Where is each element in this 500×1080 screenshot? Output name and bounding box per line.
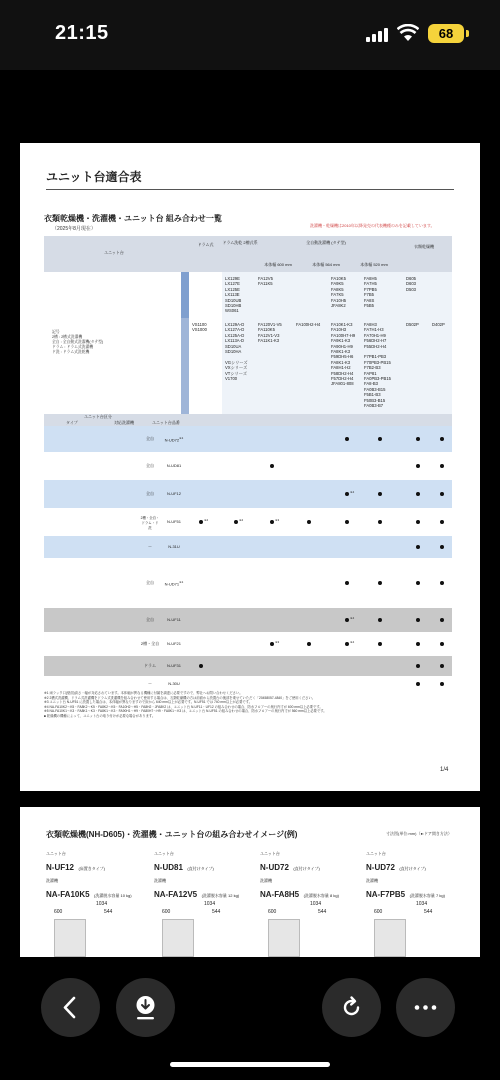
battery-indicator: 68 (428, 24, 464, 43)
red-note: 洗濯機・乾燥機は2010年以降発売の代表機種のみを記載しています。 (310, 223, 435, 228)
row-tag: 2槽・全自 (140, 641, 160, 646)
reload-button[interactable] (322, 978, 381, 1037)
compat-dot (270, 464, 274, 468)
card-unit-type: (直付けタイプ) (187, 866, 214, 871)
old-col6: FA8H3 FA7H1-H3 FA70H1-H9 F56DH2-H7 F55DH2-H4 F7PB1-PB3 F70PB3-PB15 F7B2-B3 FAP81 FA0PB3-PB15 FA8-B3 FA0B3-B15 F5B1-B3 F50B3-B15 FA0B3-B7 (364, 322, 392, 409)
back-button[interactable] (41, 978, 100, 1037)
compat-dot (416, 664, 420, 668)
compat-dot (440, 545, 444, 549)
header-drum: ドラム式 (197, 242, 214, 247)
compat-dot (440, 520, 444, 524)
compat-dot (440, 664, 444, 668)
compat-dot (416, 492, 420, 496)
page-number: 1/4 (440, 767, 449, 773)
combo-card (154, 851, 252, 915)
unit-type: タイプ (66, 420, 78, 425)
header-fullauto: 全自動洗濯機 (タテ型) (306, 240, 346, 245)
combo-card (366, 851, 464, 915)
model-text: N-UD71 (164, 581, 180, 587)
compat-dot (378, 642, 382, 646)
row-model: N-UF12 (166, 491, 181, 496)
row-model: N-UF11 (167, 617, 181, 622)
back-chevron-icon (58, 995, 83, 1020)
footnotes: ※1 両ラック口(壁面)高さ・幅が対応されています。本体幅が異なる機種に付属を調達に必要ですので、弊社へお問い合わせください。 ※2 2槽式洗濯機、ドラム式洗濯機をドラム式洗濯機を組み合わせて使用する場合は、衣類乾燥機の方は前面から設置台の後部を乗せていただく「20458057-4840」をご使用ください。 ※3 ユニット台 N-UF51 に設置した場合は、本体幅が異なりますので床から 640 mm以上が必要です。N-UF51 では 740 mm以上が必要です。 ※4 NA-FA10K2～K5・FA8K2～K5・FA8K2～K5・FA10H2～H5・FA8H2・JFA8K2 は、ユニット台 N-UF11・UF12 の組み合わせの場合、防水フロアーの奥行内寸が 600 mm以上必要です。 ※5 NA-FA10K1～K3・FA8K1～K3・FA8K1～K3・FA90H1～H9・FA80H7～H9・FA8K1～K3 は、ユニット台 N-UF51 の組み合わせの場合、防水フロアーの奥行内寸が 560 mm以上必要です。 ■ 乾燥機の機種によって、ユニット台の取り付けが必要な場合があります。 (44, 691, 327, 718)
dim-depth: 1034 (96, 901, 108, 907)
home-indicator[interactable] (170, 1062, 330, 1067)
model-sup: ※1 (179, 436, 184, 440)
pdf-page-2[interactable] (20, 807, 480, 957)
legend: 記号 2槽 : 2槽式洗濯機 全自 : 全自動式洗濯機(タテ型) ドラム : ドラム式洗濯機 ド洗 : ドラム式洗乾機 (52, 330, 104, 354)
dim-inner: 544 (424, 909, 433, 915)
row-tag: 全自 (146, 463, 154, 468)
row-n-31u (44, 536, 452, 558)
more-button[interactable] (396, 978, 455, 1037)
card-washer-capacity: (洗濯脱水容量 12 kg) (201, 893, 240, 898)
card-unit-model: N-UF12 (46, 863, 75, 872)
cur-col6: FA8H5 FA7H5 F7PB5 F7B5 FA8S F5B5 (364, 276, 377, 309)
compat-dot (440, 464, 444, 468)
row-n-30u (44, 676, 452, 692)
model-sup: ※1 (179, 580, 184, 584)
compat-dot (440, 437, 444, 441)
card-washer-model: NA-FA12V5 (154, 890, 198, 899)
combo-card (260, 851, 358, 915)
card-washer-label: 洗濯機 (154, 878, 166, 883)
old-col4: FA100H2-H4 (296, 322, 321, 327)
dim-depth: 1034 (310, 901, 322, 907)
section-title: 衣類乾燥機・洗濯機・ユニット台 組み合わせ一覧 (44, 214, 222, 223)
legend-box (44, 272, 181, 414)
card-washer-capacity: (洗濯脱水容量 8 kg) (303, 893, 339, 898)
unit-section: ユニット台区分 (84, 414, 112, 419)
cur-col3: FA12V5 FA11K5 (258, 276, 273, 287)
compat-dot (440, 618, 444, 622)
compat-dot (345, 581, 349, 585)
compat-dot (307, 642, 311, 646)
row-model: N-UF51 (166, 519, 181, 524)
header-drum2: ドラム洗乾 2槽式系 (222, 240, 258, 245)
current-band (181, 272, 189, 318)
card-washer-model: NA-FA10K5 (46, 890, 90, 899)
note-mark: ※3 (275, 518, 280, 522)
compat-dot (270, 520, 274, 524)
old-col5: FA10K1-K3 FA10H3 FA100H7-H9 FA9K1-K3 FA90H1-H9 FA8K1-K3 F59DH5-H6 FA8K1-K3 FA8H1-H2 F58DH2-H4 F57DH2-H4 JFA801-808 (331, 322, 356, 387)
compat-dot (199, 664, 203, 668)
note-mark: ※2 (239, 518, 244, 522)
card-washer-model: NA-F7PB5 (366, 890, 406, 899)
row-tag: 全自 (146, 436, 154, 441)
card-washer-label: 洗濯機 (46, 878, 58, 883)
battery-tip (466, 30, 469, 37)
compat-dot (199, 520, 203, 524)
model-text: N-UD72 (164, 437, 180, 443)
note-mark: ※4 (350, 490, 355, 494)
card-unit-label: ユニット台 (366, 851, 386, 856)
old-col1: VS1100 VS1000 (192, 322, 207, 333)
unit-section-header (44, 414, 452, 426)
card-figure (46, 901, 142, 954)
card-unit-model: N-UD81 (154, 863, 183, 872)
download-icon (133, 995, 158, 1020)
header-dryer: 衣類乾燥機 (414, 244, 434, 249)
note-mark: ※4 (350, 616, 355, 620)
compatibility-table (44, 236, 452, 684)
row-n-uf31 (44, 656, 452, 676)
machine-drawing (268, 919, 300, 957)
download-button[interactable] (116, 978, 175, 1037)
old-band (181, 318, 189, 414)
compat-dot (416, 581, 420, 585)
wifi-icon (397, 24, 419, 42)
row-tag: 全自 (146, 617, 154, 622)
cur-col5: FA10K5 FA9K5 FA8K5 FA7K5 FA10H5 JFA8K2 (331, 276, 347, 309)
row-tag: 全自 (146, 580, 154, 585)
compat-dot (345, 520, 349, 524)
card-unit-model: N-UD72 (260, 863, 289, 872)
row-n-uf11 (44, 608, 452, 632)
card-unit-label: ユニット台 (260, 851, 280, 856)
status-bar (0, 0, 500, 70)
compat-dot (416, 464, 420, 468)
row-n-uf12 (44, 480, 452, 508)
dim-inner: 544 (212, 909, 221, 915)
dim-width: 600 (268, 909, 277, 915)
machine-drawing (54, 919, 86, 957)
dim-inner: 544 (318, 909, 327, 915)
page2-title: 衣類乾燥機(NH-D605)・洗濯機・ユニット台の組み合わせイメージ(例) (46, 830, 298, 839)
card-unit-type: (直付けタイプ) (293, 866, 320, 871)
compat-dot (270, 642, 274, 646)
compat-dot (416, 682, 420, 686)
card-washer-label: 洗濯機 (260, 878, 272, 883)
compat-dot (378, 581, 382, 585)
compat-dot (416, 618, 420, 622)
machine-drawing (162, 919, 194, 957)
compat-dot (378, 520, 382, 524)
dim-depth: 1034 (204, 901, 216, 907)
dim-inner: 544 (104, 909, 113, 915)
card-unit-label: ユニット台 (46, 851, 66, 856)
note-mark: ※2 (204, 518, 209, 522)
compat-dot (440, 581, 444, 585)
page2-units-note: 寸法図(単位:mm)（●:ドア開き方法） (386, 831, 452, 836)
card-figure (260, 901, 356, 954)
compat-dot (416, 545, 420, 549)
old-col3: FA120V1-V5 FA110K5 FA12V1-V3 FA11K1-K3 (258, 322, 282, 344)
card-washer-model: NA-FA8H5 (260, 890, 300, 899)
row-n-ud72 (44, 426, 452, 452)
compat-dot (416, 520, 420, 524)
header-564: 本体幅 564 mm (312, 262, 340, 267)
clock: 21:15 (55, 22, 109, 44)
note-mark: ※4 (350, 640, 355, 644)
unit-model-hdr: ユニット台品番 (152, 420, 180, 425)
compat-dot (378, 492, 382, 496)
cellular-signal-icon (366, 28, 388, 42)
row-tag: ー (148, 544, 152, 549)
row-tag: 2槽・全自・ドラム・ド洗 (140, 516, 160, 530)
reload-icon (339, 995, 364, 1020)
table-header (44, 236, 452, 272)
card-unit-type: (床置きタイプ) (78, 866, 105, 871)
card-figure (154, 901, 250, 954)
compat-dot (307, 520, 311, 524)
pdf-page-1[interactable] (20, 143, 480, 791)
row-model: N-UF31 (166, 663, 181, 668)
card-unit-type: (直付けタイプ) (399, 866, 426, 871)
compat-dot (345, 642, 349, 646)
row-model: N-UD81 (166, 463, 182, 468)
row-model: N-31U (168, 544, 180, 549)
unit-target: 対応洗濯機 (114, 420, 134, 425)
card-unit-label: ユニット台 (154, 851, 174, 856)
cur-col2: LX129E LX127E LX125E LX113E SD10UB SD10HB WS061 (225, 276, 242, 314)
cur-col7: D605 D603 D503 (406, 276, 417, 292)
compat-dot (345, 492, 349, 496)
dim-width: 600 (162, 909, 171, 915)
row-tag: ドラム (144, 663, 156, 668)
row-tag: 全自 (146, 491, 154, 496)
row-n-uf21 (44, 632, 452, 656)
compat-dot (440, 642, 444, 646)
title-divider (46, 189, 454, 190)
card-figure (366, 901, 462, 954)
compat-dot (345, 618, 349, 622)
header-600: 本体幅 600 mm (264, 262, 292, 267)
page-title: ユニット台適合表 (46, 170, 142, 184)
old-col8: D402P (432, 322, 445, 327)
compat-dot (416, 642, 420, 646)
row-n-ud81 (44, 452, 452, 480)
old-col7: D502P (406, 322, 419, 327)
more-dots-icon (413, 995, 438, 1020)
compat-dot (378, 618, 382, 622)
compat-dot (440, 682, 444, 686)
combo-card (46, 851, 144, 915)
dim-depth: 1034 (416, 901, 428, 907)
row-model (161, 580, 187, 586)
dim-width: 600 (54, 909, 63, 915)
row-n-ud71 (44, 558, 452, 608)
header-unit: ユニット台 (104, 250, 124, 255)
machine-drawing (374, 919, 406, 957)
row-n-uf51 (44, 508, 452, 536)
row-model (161, 436, 187, 442)
card-washer-capacity: (洗濯脱水容量 7 kg) (409, 893, 445, 898)
date-label: （2025年8月現在） (52, 226, 96, 232)
card-washer-capacity: (洗濯脱水容量 10 kg) (94, 893, 132, 898)
row-tag: ー (148, 681, 152, 686)
compat-dot (234, 520, 238, 524)
note-mark: ※3 (275, 640, 280, 644)
row-model: N-30U (168, 681, 180, 686)
header-520: 本体幅 520 mm (360, 262, 388, 267)
compat-dot (378, 437, 382, 441)
card-washer-label: 洗濯機 (366, 878, 378, 883)
compat-dot (440, 492, 444, 496)
dim-width: 600 (374, 909, 383, 915)
old-col2: LX129A-D LX127A-D LX125A-D LX113A-D SD10UA SD10HA VGシリーズ VXシリーズ VTシリーズ V1700 (225, 322, 248, 382)
compat-dot (416, 437, 420, 441)
card-unit-model: N-UD72 (366, 863, 395, 872)
row-model: N-UF21 (166, 641, 181, 646)
compat-dot (345, 437, 349, 441)
